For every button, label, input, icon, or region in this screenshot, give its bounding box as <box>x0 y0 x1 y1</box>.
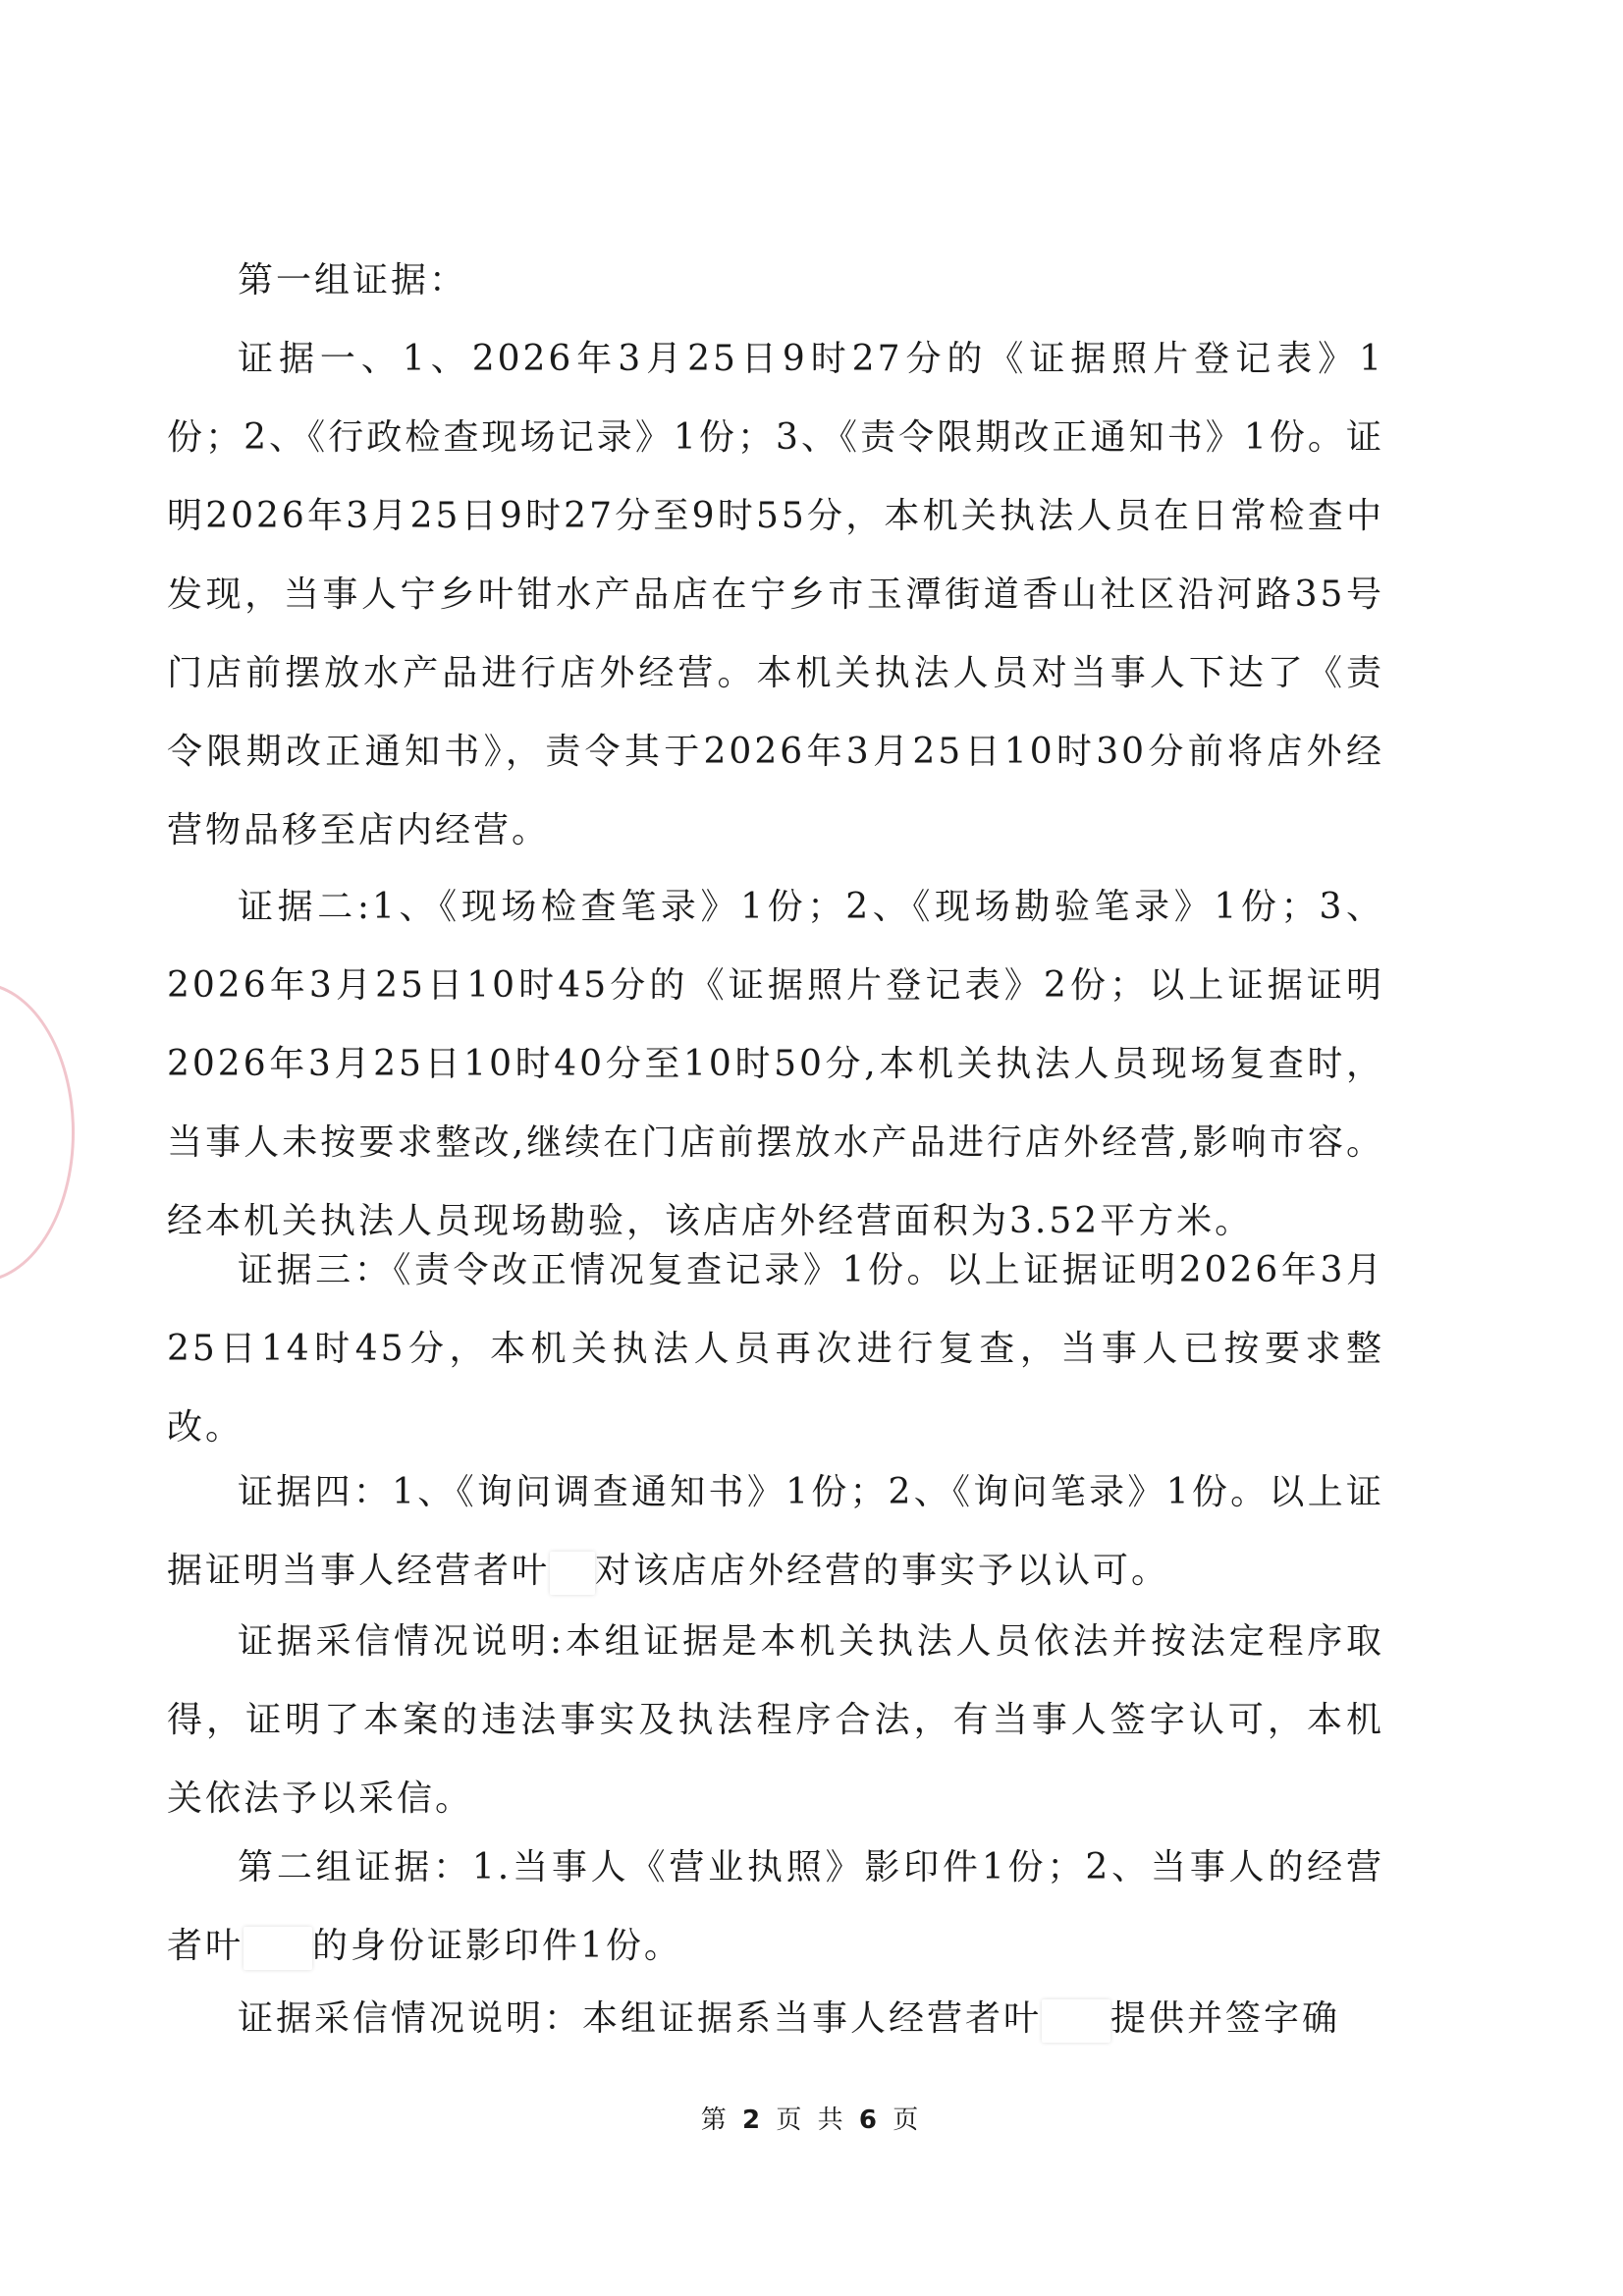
evidence-four-text-after: 对该店店外经营的事实予以认可。 <box>595 1551 1170 1591</box>
footer-page-number: 2 <box>742 2105 765 2135</box>
footer-suffix: 页 <box>893 2105 923 2135</box>
footer-prefix: 第 <box>700 2105 730 2135</box>
group-one-heading: 第一组证据： <box>238 260 468 301</box>
page-footer <box>0 2100 1623 2136</box>
group-two-text-after: 的身份证影印件1份。 <box>312 1926 682 1966</box>
group-two-paragraph <box>167 1829 1384 1986</box>
redaction-mark <box>550 1552 595 1595</box>
group-two-text-before: 第二组证据：1.当事人《营业执照》影印件1份；2、当事人的经营者叶 <box>167 1847 1384 1966</box>
evidence-four-paragraph <box>167 1453 1384 1611</box>
evidence-one-paragraph: 证据一、1、2026年3月25日9时27分的《证据照片登记表》1份；2、《行政检查现场记录》1份；3、《责令限期改正通知书》1份。证明2026年3月25日9时27分至9时55分，本机关执法人员在日常检查中发现，当事人宁乡叶钳水产品店在宁乡市玉潭街道香山社区沿河路35号门店前摆放水产品进行店外经营。本机关执法人员对当事人下达了《责令限期改正通知书》，责令其于2026年3月25日10时30分前将店外经营物品移至店内经营。 <box>167 339 1384 850</box>
evidence-three-paragraph: 证据三：《责令改正情况复查记录》1份。以上证据证明2026年3月25日14时45分，本机关执法人员再次进行复查，当事人已按要求整改。 <box>167 1250 1384 1448</box>
group-two-note-before: 证据采信情况说明：本组证据系当事人经营者叶 <box>238 1998 1043 2039</box>
group-two-note-after: 提供并签字确 <box>1110 1998 1341 2039</box>
group-two-acceptance-note <box>167 1980 1384 2058</box>
footer-total-pages: 6 <box>858 2105 881 2135</box>
redaction-mark <box>243 1927 312 1970</box>
evidence-acceptance-note: 证据采信情况说明:本组证据是本机关执法人员依法并按法定程序取得，证明了本案的违法事实及执法程序合法，有当事人签字认可，本机关依法予以采信。 <box>167 1621 1384 1819</box>
redaction-mark <box>1042 1999 1110 2043</box>
footer-middle: 页 共 <box>776 2105 847 2135</box>
evidence-two-paragraph: 证据二:1、《现场检查笔录》1份；2、《现场勘验笔录》1份；3、2026年3月25日10时45分的《证据照片登记表》2份；以上证据证明2026年3月25日10时40分至10时50分,本机关执法人员现场复查时，当事人未按要求整改,继续在门店前摆放水产品进行店外经营,影响市容。经本机关执法人员现场勘验，该店店外经营面积为3.52平方米。 <box>167 887 1384 1241</box>
evidence-four-text-before: 证据四：1、《询问调查通知书》1份；2、《询问笔录》1份。以上证据证明当事人经营者叶 <box>167 1472 1384 1591</box>
red-seal-stamp <box>0 982 75 1283</box>
